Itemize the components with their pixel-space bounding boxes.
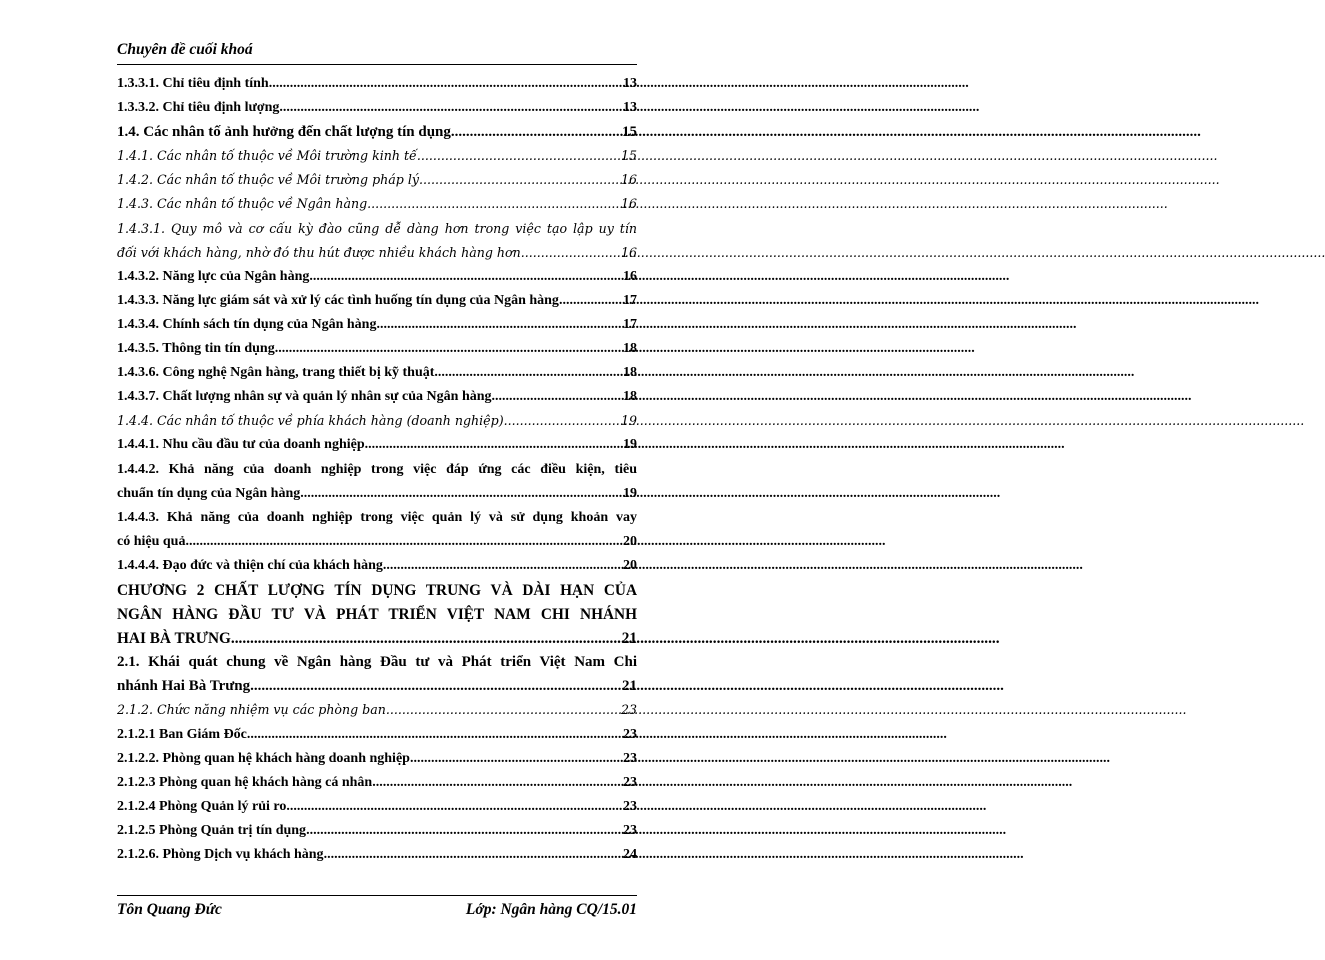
toc-leader — [324, 847, 622, 863]
toc-entry-title: 1.4.3.6. Công nghệ Ngân hàng, trang thiết bị kỹ thuật — [117, 365, 435, 381]
toc-entry[interactable] — [117, 100, 637, 124]
toc-leader — [419, 172, 620, 187]
toc-entry[interactable] — [117, 437, 637, 461]
page-header — [117, 38, 637, 65]
toc-page-number: 16 — [620, 244, 637, 260]
toc-entry[interactable] — [117, 389, 637, 413]
toc-page-number: 15 — [622, 124, 637, 141]
toc-entry-line[interactable]: 1.4.3.1. Quy mô và cơ cấu kỳ đào cũng dễ dàng hơn trong việc tạo lập uy tín — [117, 220, 637, 236]
toc-entry[interactable] — [117, 678, 637, 702]
toc-leader — [559, 293, 622, 309]
toc-page-number: 18 — [623, 365, 637, 381]
toc-page-number: 20 — [623, 557, 637, 573]
toc-entry-title: đối với khách hàng, nhờ đó thu hút được nhiều khách hàng hơn. — [117, 244, 525, 260]
toc-entry-title: 2.1.2.4 Phòng Quản lý rủi ro — [117, 798, 287, 814]
toc-entry[interactable] — [117, 630, 637, 654]
toc-entry[interactable] — [117, 823, 637, 847]
toc-entry[interactable] — [117, 702, 637, 726]
toc-entry[interactable] — [117, 558, 637, 582]
toc-entry[interactable] — [117, 751, 637, 775]
toc-page-number: 15 — [620, 148, 637, 164]
toc-leader — [372, 775, 622, 791]
toc-entry-title: 1.4.3.3. Năng lực giám sát và xử lý các tình huống tín dụng của Ngân hàng — [117, 292, 559, 308]
toc-entry[interactable] — [117, 269, 637, 293]
header-title: Chuyên đề cuối khoá — [117, 41, 253, 58]
toc-entry[interactable] — [117, 245, 637, 269]
toc-leader — [410, 751, 622, 767]
toc-entry-title: 1.4.4.1. Nhu cầu đầu tư của doanh nghiệp — [117, 437, 365, 453]
toc-entry[interactable] — [117, 365, 637, 389]
footer-author: Tôn Quang Đức — [117, 901, 222, 918]
toc-leader — [309, 269, 622, 285]
toc-page-number: 24 — [623, 847, 637, 862]
toc-page-number: 17 — [623, 316, 637, 332]
toc-leader — [365, 437, 622, 453]
toc-entry[interactable] — [117, 775, 637, 799]
toc-page-number: 17 — [623, 292, 637, 308]
toc-page-number: 21 — [621, 630, 637, 648]
toc-page-number: 19 — [623, 485, 637, 501]
toc-entry-title: có hiệu quả — [117, 533, 186, 549]
toc-entry-title: 1.4.4.4. Đạo đức và thiện chí của khách hàng — [117, 557, 383, 573]
toc-chapter-line[interactable]: NGÂN HÀNG ĐẦU TƯ VÀ PHÁT TRIỂN VIỆT NAM CHI NHÁNH — [117, 606, 637, 624]
toc-entry-title: 2.1.2.2. Phòng quan hệ khách hàng doanh nghiệp — [117, 750, 410, 766]
toc-leader — [376, 317, 622, 333]
toc-page-number: 16 — [623, 268, 637, 284]
toc-entry-title: 2.1.2.1 Ban Giám Đốc — [117, 726, 247, 742]
toc-page-number: 23 — [623, 798, 637, 814]
toc-page-number: 19 — [620, 413, 637, 429]
toc-entry-line[interactable]: 1.4.4.3. Khả năng của doanh nghiệp trong việc quản lý và sử dụng khoản vay — [117, 509, 637, 525]
toc-entry-line[interactable]: 2.1. Khái quát chung về Ngân hàng Đầu tư và Phát triển Việt Nam Chi — [117, 654, 637, 671]
toc-entry-line[interactable]: 1.4.4.2. Khả năng của doanh nghiệp trong việc đáp ứng các điều kiện, tiêu — [117, 461, 637, 477]
toc-leader — [504, 413, 620, 428]
toc-leader — [286, 799, 622, 815]
toc-entry-title: 1.4.3.7. Chất lượng nhân sự và quản lý nhân sự của Ngân hàng — [117, 389, 492, 405]
toc-leader — [386, 702, 620, 717]
table-of-contents — [117, 76, 637, 871]
toc-leader — [185, 534, 622, 550]
toc-entry-title: HAI BÀ TRƯNG. — [117, 630, 235, 648]
toc-entry-title: 1.3.3.2. Chỉ tiêu định lượng — [117, 100, 280, 116]
toc-entry-title: 1.4.1. Các nhân tố thuộc về Môi trường kinh tế — [117, 148, 417, 164]
toc-page-number: 20 — [623, 533, 637, 549]
toc-leader — [525, 245, 620, 260]
toc-entry-title: 1.4.3. Các nhân tố thuộc về Ngân hàng — [117, 196, 368, 212]
toc-entry[interactable] — [117, 799, 637, 823]
toc-leader — [269, 76, 622, 92]
toc-page-number: 23 — [623, 726, 637, 742]
toc-entry[interactable] — [117, 486, 637, 510]
toc-entry[interactable] — [117, 76, 637, 100]
footer-class: Lớp: Ngân hàng CQ/15.01 — [465, 901, 637, 918]
page-footer — [117, 895, 637, 918]
toc-page-number: 16 — [620, 196, 637, 212]
toc-leader — [300, 486, 622, 502]
toc-entry-title: nhánh Hai Bà Trưng. — [117, 678, 254, 695]
toc-leader — [417, 148, 620, 163]
toc-leader — [247, 727, 622, 743]
toc-entry[interactable] — [117, 413, 637, 437]
toc-page-number: 23 — [623, 822, 637, 838]
toc-entry[interactable] — [117, 148, 637, 172]
toc-page-number: 21 — [622, 678, 637, 695]
toc-entry-title: 1.4.3.4. Chính sách tín dụng của Ngân hàng — [117, 316, 377, 332]
toc-leader — [235, 630, 621, 648]
toc-entry[interactable] — [117, 196, 637, 220]
toc-entry-title: 1.3.3.1. Chỉ tiêu định tính — [117, 76, 269, 91]
toc-entry-title: 2.1.2. Chức năng nhiệm vụ các phòng ban — [117, 702, 386, 718]
toc-entry-title: 1.4. Các nhân tố ảnh hưởng đến chất lượng tín dụng — [117, 124, 451, 141]
toc-page-number: 23 — [623, 750, 637, 766]
toc-leader — [279, 100, 622, 116]
toc-leader — [434, 365, 622, 381]
toc-page-number: 23 — [623, 774, 637, 790]
toc-leader — [254, 678, 621, 695]
toc-leader — [306, 823, 622, 839]
toc-page-number: 18 — [623, 389, 637, 405]
toc-leader — [367, 196, 620, 211]
toc-entry-title: 2.1.2.5 Phòng Quản trị tín dụng — [117, 822, 307, 838]
toc-leader — [383, 558, 622, 574]
toc-page-number: 19 — [623, 437, 637, 453]
toc-entry-title: 1.4.2. Các nhân tố thuộc về Môi trường pháp lý — [117, 172, 419, 188]
toc-entry[interactable] — [117, 341, 637, 365]
toc-entry-title: 1.4.3.5. Thông tin tín dụng — [117, 341, 275, 357]
toc-entry[interactable] — [117, 534, 637, 558]
toc-leader — [492, 389, 622, 405]
toc-entry-title: 2.1.2.6. Phòng Dịch vụ khách hàng — [117, 847, 324, 862]
toc-page-number: 23 — [620, 702, 637, 718]
toc-entry[interactable] — [117, 847, 637, 871]
toc-entry[interactable] — [117, 317, 637, 341]
toc-entry-title: 2.1.2.3 Phòng quan hệ khách hàng cá nhân — [117, 774, 373, 790]
toc-entry-title: 1.4.3.2. Năng lực của Ngân hàng — [117, 268, 310, 284]
toc-page-number: 16 — [620, 172, 637, 188]
toc-page-number: 13 — [623, 100, 637, 116]
toc-page-number: 18 — [623, 341, 637, 357]
toc-entry[interactable] — [117, 172, 637, 196]
toc-entry[interactable] — [117, 293, 637, 317]
toc-entry-title: chuẩn tín dụng của Ngân hàng — [117, 485, 301, 501]
toc-leader — [451, 124, 621, 141]
toc-page-number: 13 — [623, 76, 637, 91]
toc-entry-title: 1.4.4. Các nhân tố thuộc về phía khách hàng (doanh nghiệp) — [117, 413, 504, 429]
toc-entry[interactable] — [117, 124, 637, 148]
toc-chapter-line[interactable]: CHƯƠNG 2 CHẤT LƯỢNG TÍN DỤNG TRUNG VÀ DÀI HẠN CỦA — [117, 581, 637, 599]
toc-entry[interactable] — [117, 727, 637, 751]
toc-leader — [275, 341, 622, 357]
